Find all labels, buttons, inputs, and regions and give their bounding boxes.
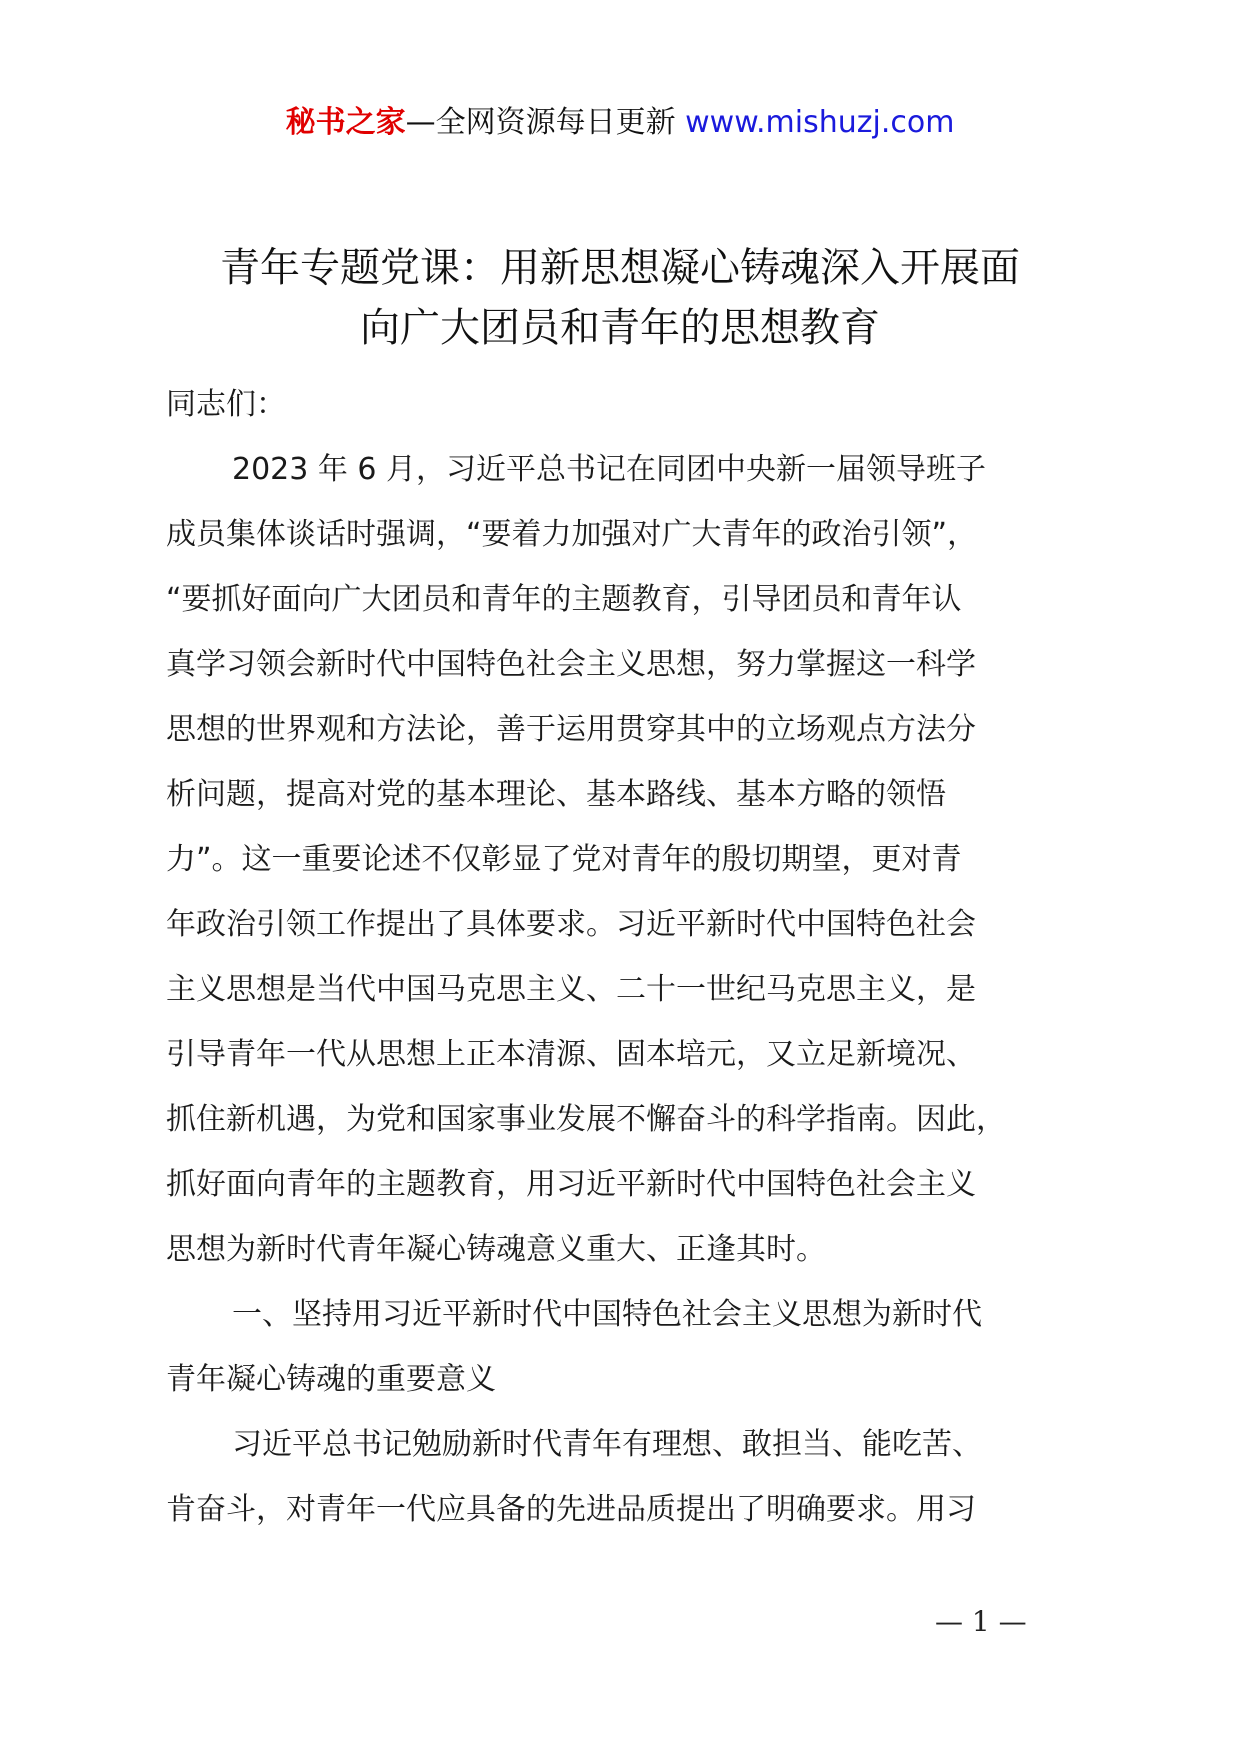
document-body [166,372,1106,1542]
text-line: 析问题，提高对党的基本理论、基本路线、基本方略的领悟 [166,777,946,812]
text-line: 成员集体谈话时强调，“要着力加强对广大青年的政治引领”， [166,517,978,552]
text-line: 抓住新机遇，为党和国家事业发展不懈奋斗的科学指南。因此， [166,1102,1006,1137]
paragraph-1 [166,437,1106,1282]
page-number: — 1 — [935,1605,1027,1638]
section-heading-1 [166,1282,1106,1412]
brand-name: 秘书之家 [285,105,406,140]
heading-line: 青年凝心铸魂的重要意义 [166,1362,496,1397]
site-url[interactable]: www.mishuzj.com [685,105,955,140]
text-line: 肯奋斗，对青年一代应具备的先进品质提出了明确要求。用习 [166,1492,976,1527]
header-tagline: —全网资源每日更新 [405,105,676,140]
title-line-1: 青年专题党课：用新思想凝心铸魂深入开展面 [220,245,1020,291]
document-title [130,238,1110,358]
text-line: 抓好面向青年的主题教育，用习近平新时代中国特色社会主义 [166,1167,976,1202]
text-line: 习近平总书记勉励新时代青年有理想、敢担当、能吃苦、 [232,1427,982,1462]
text-line: 思想为新时代青年凝心铸魂意义重大、正逢其时。 [166,1232,826,1267]
paragraph-2 [166,1412,1106,1542]
text-line: 2023 年 6 月，习近平总书记在同团中央新一届领导班子 [232,452,987,487]
title-line-2: 向广大团员和青年的思想教育 [360,305,880,351]
heading-line: 一、坚持用习近平新时代中国特色社会主义思想为新时代 [232,1297,982,1332]
text-line: 思想的世界观和方法论，善于运用贯穿其中的立场观点方法分 [166,712,976,747]
text-line: 真学习领会新时代中国特色社会主义思想，努力掌握这一科学 [166,647,976,682]
text-line: 引导青年一代从思想上正本清源、固本培元，又立足新境况、 [166,1037,976,1072]
text-line: 力”。这一重要论述不仅彰显了党对青年的殷切期望，更对青 [166,842,962,877]
text-line: “要抓好面向广大团员和青年的主题教育，引导团员和青年认 [166,582,962,617]
text-line: 主义思想是当代中国马克思主义、二十一世纪马克思主义，是 [166,972,976,1007]
salutation: 同志们： [166,387,286,422]
text-line: 年政治引领工作提出了具体要求。习近平新时代中国特色社会 [166,907,976,942]
site-header [0,98,1240,148]
